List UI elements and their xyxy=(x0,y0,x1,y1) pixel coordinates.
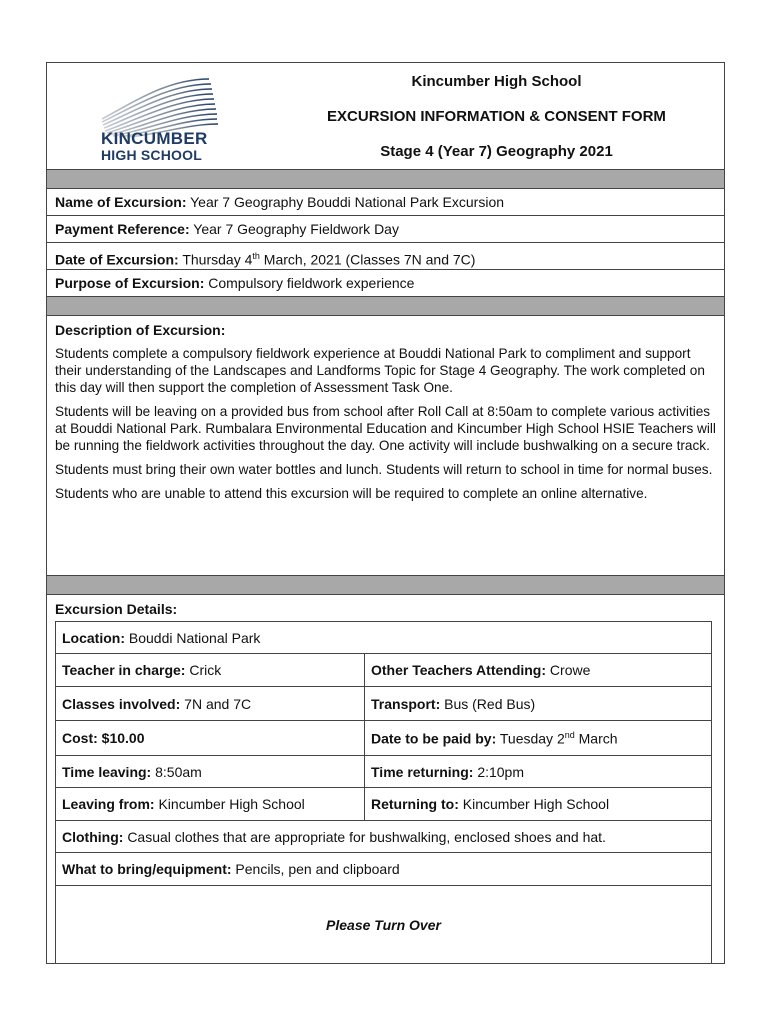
section-divider xyxy=(47,170,724,189)
consent-form xyxy=(46,62,725,964)
other-teachers-value: Crowe xyxy=(549,662,591,678)
purpose-of-excursion-row xyxy=(47,270,724,297)
name-of-excursion-value: Year 7 Geography Bouddi National Park Excursion xyxy=(190,194,505,210)
form-header xyxy=(47,63,724,170)
clothing-cell xyxy=(56,821,712,853)
name-of-excursion-row xyxy=(47,189,724,216)
cost-cell xyxy=(56,721,365,756)
table-row xyxy=(56,622,712,654)
location-label: Location: xyxy=(62,629,125,646)
teacher-label: Teacher in charge: xyxy=(62,662,186,678)
time-returning-label: Time returning: xyxy=(371,763,474,780)
payment-reference-label: Payment Reference: xyxy=(55,221,190,237)
time-leaving-value: 8:50am xyxy=(155,763,202,780)
bring-equipment-value: Pencils, pen and clipboard xyxy=(235,861,400,877)
name-of-excursion-label: Name of Excursion: xyxy=(55,194,187,210)
purpose-of-excursion-value: Compulsory fieldwork experience xyxy=(208,275,415,291)
time-leaving-cell xyxy=(56,756,365,788)
table-row xyxy=(56,886,712,964)
leaving-from-cell xyxy=(56,788,365,821)
clothing-label: Clothing: xyxy=(62,828,124,845)
time-leaving-label: Time leaving: xyxy=(62,763,152,780)
section-divider xyxy=(47,576,724,595)
logo-text-kincumber: KINCUMBER xyxy=(101,129,208,148)
classes-cell xyxy=(56,687,365,721)
date-value-sup: th xyxy=(252,251,260,261)
description-title: Description of Excursion: xyxy=(55,322,226,338)
transport-label: Transport: xyxy=(371,695,441,712)
returning-to-cell xyxy=(365,788,712,821)
bring-equipment-label: What to bring/equipment: xyxy=(62,861,232,877)
excursion-details-table xyxy=(55,621,712,964)
description-section xyxy=(47,316,724,576)
table-row xyxy=(56,721,712,756)
payment-reference-row xyxy=(47,216,724,243)
table-row xyxy=(56,821,712,853)
school-name: Kincumber High School xyxy=(411,73,582,90)
bring-equipment-cell xyxy=(56,853,712,886)
purpose-of-excursion-label: Purpose of Excursion: xyxy=(55,275,205,291)
transport-cell xyxy=(365,687,712,721)
table-row xyxy=(56,788,712,821)
excursion-details-title: Excursion Details: xyxy=(55,601,178,617)
cost-label: Cost: $10.00 xyxy=(62,730,145,746)
form-title: EXCURSION INFORMATION & CONSENT FORM xyxy=(327,108,666,125)
logo-text-high-school: HIGH SCHOOL xyxy=(101,147,202,163)
paid-by-value-post: March xyxy=(574,730,618,747)
clothing-value: Casual clothes that are appropriate for bushwalking, enclosed shoes and hat. xyxy=(127,828,606,845)
date-of-excursion-row xyxy=(47,243,724,270)
table-row xyxy=(56,654,712,687)
paid-by-value-pre: Tuesday 2 xyxy=(499,730,565,747)
teacher-cell xyxy=(56,654,365,687)
location-value: Bouddi National Park xyxy=(128,629,261,646)
teacher-value: Crick xyxy=(189,662,222,678)
transport-value: Bus (Red Bus) xyxy=(444,695,536,712)
turn-over-cell xyxy=(56,886,712,964)
paid-by-cell xyxy=(365,721,712,756)
leaving-from-label: Leaving from: xyxy=(62,796,155,812)
table-row xyxy=(56,756,712,788)
classes-value: 7N and 7C xyxy=(184,695,252,712)
time-returning-cell xyxy=(365,756,712,788)
returning-to-label: Returning to: xyxy=(371,796,459,812)
section-divider xyxy=(47,297,724,316)
table-row xyxy=(56,853,712,886)
location-cell xyxy=(56,622,712,654)
excursion-details-section xyxy=(47,595,724,964)
description-paragraph-3: Students must bring their own water bottles and lunch. Students will return to school in time for normal buses. xyxy=(55,462,713,477)
description-paragraph-4: Students who are unable to attend this excursion will be required to complete an online alternative. xyxy=(55,486,648,501)
payment-reference-value: Year 7 Geography Fieldwork Day xyxy=(193,221,399,237)
date-value-post: March, 2021 (Classes 7N and 7C) xyxy=(259,251,476,268)
time-returning-value: 2:10pm xyxy=(477,763,525,780)
table-row xyxy=(56,687,712,721)
stage-title: Stage 4 (Year 7) Geography 2021 xyxy=(380,143,613,160)
classes-label: Classes involved: xyxy=(62,695,181,712)
please-turn-over-text: Please Turn Over xyxy=(326,916,441,933)
paid-by-value-sup: nd xyxy=(564,729,575,740)
paid-by-label: Date to be paid by: xyxy=(371,730,497,747)
description-paragraph-2: Students will be leaving on a provided bus from school after Roll Call at 8:50am to complete various activities at Bouddi National Park. Rumbalara Environmental Education and Kincumber High School HSIE Teachers will be running the fieldwork activities throughout the day. One activity will include bushwalking on a secure track. xyxy=(55,404,716,453)
description-paragraph-1: Students complete a compulsory fieldwork experience at Bouddi National Park to compliment and support their understanding of the Landscapes and Landforms Topic for Stage 4 Geography. The work completed on this day will then support the completion of Assessment Task One. xyxy=(55,346,705,395)
other-teachers-label: Other Teachers Attending: xyxy=(371,662,547,678)
returning-to-value: Kincumber High School xyxy=(462,796,610,812)
date-of-excursion-label: Date of Excursion: xyxy=(55,251,179,268)
leaving-from-value: Kincumber High School xyxy=(158,796,305,812)
date-value-pre: Thursday 4 xyxy=(182,251,253,268)
other-teachers-cell xyxy=(365,654,712,687)
